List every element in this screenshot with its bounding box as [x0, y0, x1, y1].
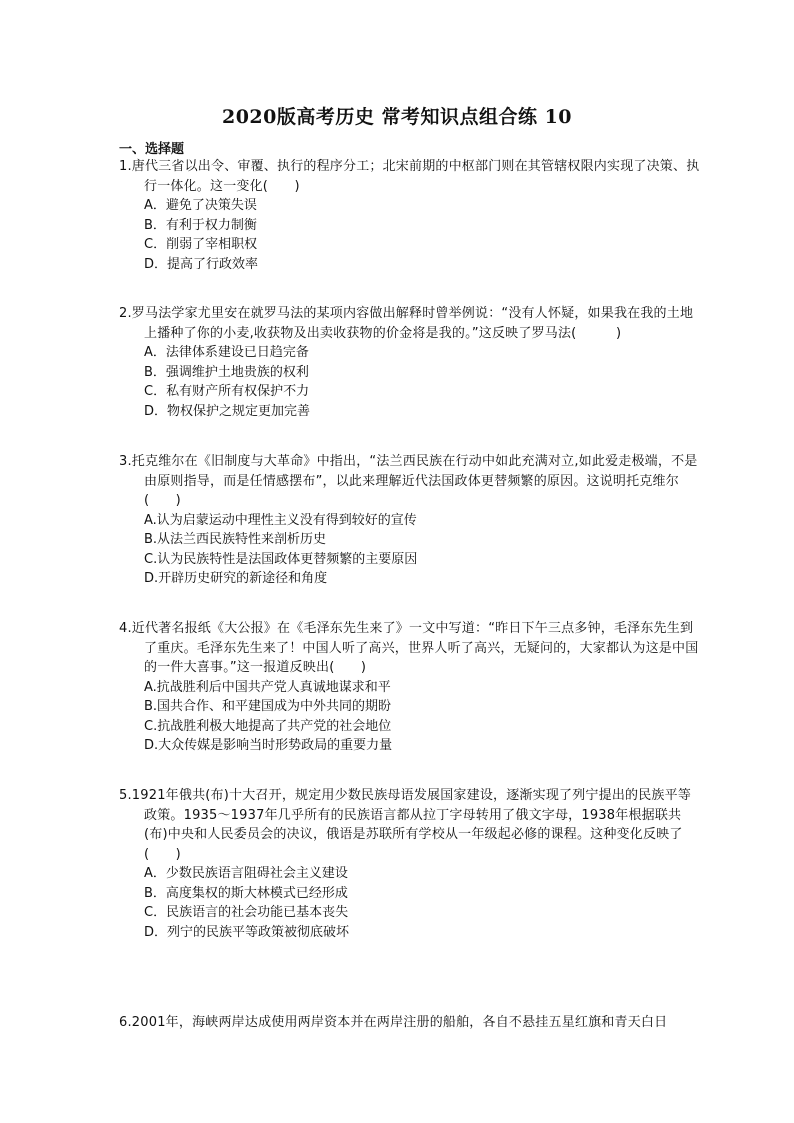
option-b: B.从法兰西民族特性来剖析历史: [144, 532, 327, 547]
option-list: [119, 511, 701, 589]
question-stem: 3.托克维尔在《旧制度与大革命》中指出，“法兰西民族在行动中如此充满对立,如此爱走极端，不是由原则指导，而是任情感摆布”，以此来理解近代法国政体更替频繁的原因。这说明托克维尔( ): [119, 454, 698, 508]
option-d: D．物权保护之规定更加完善: [144, 403, 311, 419]
option-b: B．有利于权力制衡: [144, 217, 257, 233]
question-3: [119, 452, 701, 589]
question-stem: 6.2001年，海峡两岸达成使用两岸资本并在两岸注册的船舶，各自不悬挂五星红旗和青天白日: [119, 1015, 668, 1030]
option-b: B．强调维护土地贵族的权利: [144, 364, 309, 380]
question-2: [119, 304, 701, 421]
question-1: [119, 157, 701, 274]
option-a: A.抗战胜利后中国共产党人真诚地谋求和平: [144, 679, 391, 695]
question-4: [119, 619, 701, 756]
question-stem: 1.唐代三省以出令、审覆、执行的程序分工；北宋前期的中枢部门则在其管辖权限内实现了决策、执行一体化。这一变化( ): [119, 159, 700, 194]
option-d: D．列宁的民族平等政策被彻底破坏: [144, 924, 350, 940]
question-stem: 4.近代著名报纸《大公报》在《毛泽东先生来了》一文中写道：“昨日下午三点多钟，毛泽东先生到了重庆。毛泽东先生来了！中国人听了高兴，世界人听了高兴，无疑问的，大家都认为这是中国的一件大喜事。”这一报道反映出( ): [119, 621, 699, 675]
option-c: C．民族语言的社会功能已基本丧失: [144, 905, 349, 920]
option-c: C.认为民族特性是法国政体更替频繁的主要原因: [144, 551, 418, 567]
option-d: D.开辟历史研究的新途径和角度: [144, 571, 328, 586]
option-c: C.抗战胜利极大地提高了共产党的社会地位: [144, 718, 392, 734]
question-5: [119, 786, 701, 942]
question-stem: 2.罗马法学家尤里安在就罗马法的某项内容做出解释时曾举例说：“没有人怀疑，如果我在我的土地上播种了你的小麦,收获物及出卖收获物的价金将是我的。”这反映了罗马法( ): [119, 306, 694, 341]
question-6: [119, 1013, 701, 1033]
option-b: B.国共合作、和平建国成为中外共同的期盼: [144, 699, 392, 714]
question-stem: 5.1921年俄共(布)十大召开，规定用少数民族母语发展国家建设，逐渐实现了列宁提出的民族平等政策。1935～1937年几乎所有的民族语言都从拉丁字母转用了俄文字母，1938年根据联共(布)中央和人民委员会的决议，俄语是苏联所有学校从一年级起必修的课程。这种变化反映了( ): [119, 788, 692, 862]
option-c: C．私有财产所有权保护不力: [144, 384, 310, 399]
option-list: [119, 196, 701, 274]
option-list: [119, 864, 701, 942]
option-list: [119, 678, 701, 756]
section-heading: 一、选择题: [119, 142, 185, 157]
option-a: A.认为启蒙运动中理性主义没有得到较好的宣传: [144, 512, 417, 528]
option-d: D.大众传媒是影响当时形势政局的重要力量: [144, 738, 393, 753]
document-title: 2020版高考历史 常考知识点组合练 10: [221, 106, 573, 128]
option-b: B．高度集权的斯大林模式已经形成: [144, 885, 348, 901]
option-list: [119, 343, 701, 421]
option-a: A．少数民族语言阻碍社会主义建设: [144, 866, 348, 881]
option-a: A．避免了决策失误: [144, 198, 257, 213]
option-d: D．提高了行政效率: [144, 256, 259, 272]
option-c: C．削弱了宰相职权: [144, 237, 258, 252]
option-a: A．法律体系建设已日趋完备: [144, 345, 309, 360]
